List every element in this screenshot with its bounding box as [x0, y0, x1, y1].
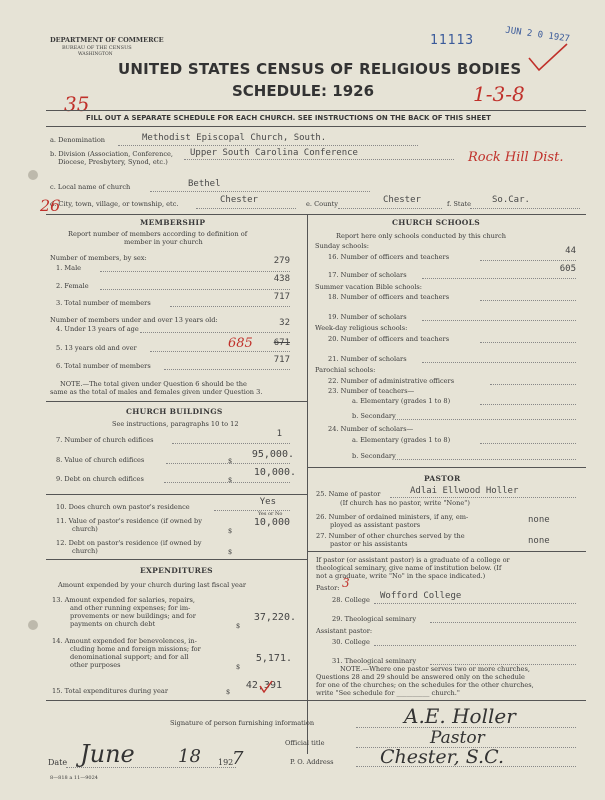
q5-label: 5. 13 years old and over [56, 344, 137, 352]
county-value: Chester [383, 195, 421, 205]
dept-line2: BUREAU OF THE CENSUS [62, 45, 132, 51]
instruction-line: FILL OUT A SEPARATE SCHEDULE FOR EACH CHURCH. SEE INSTRUCTIONS ON THE BACK OF THIS SHEET [86, 114, 491, 122]
margin-mark: 26 [40, 196, 61, 215]
pastor-note4: write "See schedule for __________ church." [316, 689, 460, 697]
q13-label-2: and other running expenses; for im- [70, 604, 191, 612]
city-value: Chester [220, 195, 258, 205]
po-address-label: P. O. Address [290, 758, 334, 766]
membership-note1: NOTE.—The total given under Question 6 should be the [60, 380, 247, 388]
schools-sub: Report here only schools conducted by this church [336, 232, 506, 240]
q13-label-3: provements or new buildings; and for [70, 612, 196, 620]
q24a-label: a. Elementary (grades 1 to 8) [352, 436, 451, 444]
q6-label: 6. Total number of members [56, 362, 151, 370]
q11-value: 10,000 [253, 517, 290, 528]
q7-label: 7. Number of church edifices [56, 436, 154, 444]
grad-note3: not a graduate, write "No" in the space indicated.) [316, 572, 486, 580]
state-label: f. State [447, 200, 472, 208]
q31-label: 31. Theological seminary [332, 657, 417, 665]
dept-line3: WASHINGTON [78, 52, 113, 57]
q15-label: 15. Total expenditures during year [52, 687, 168, 695]
division-value: Upper South Carolina Conference [190, 148, 358, 158]
local-name-value: Bethel [188, 179, 221, 189]
q11-label-2: church) [72, 525, 98, 533]
date-label: Date [48, 758, 68, 767]
q9-label: 9. Debt on church edifices [56, 475, 144, 483]
expenditures-title: EXPENDITURES [140, 566, 213, 575]
q24-label: 24. Number of scholars— [328, 425, 414, 433]
weekday-label: Week-day religious schools: [315, 324, 408, 332]
schools-title: CHURCH SCHOOLS [392, 218, 480, 227]
q3-value: 717 [273, 292, 290, 302]
local-name-label: c. Local name of church [50, 183, 131, 191]
check-mark-icon [525, 40, 570, 75]
q9-value: 10,000. [253, 467, 296, 478]
denomination-label: a. Denomination [50, 136, 106, 144]
q25-label: 25. Name of pastor [316, 490, 381, 498]
q2-label: 2. Female [56, 282, 89, 290]
handwritten-note-right: 1-3-8 [473, 82, 525, 106]
q21-label: 21. Number of scholars [328, 355, 407, 363]
signature-label: Signature of person furnishing information [170, 719, 315, 727]
punch-hole [28, 620, 38, 630]
membership-intro2: member in your church [124, 238, 203, 246]
q5-correction: 685 [228, 336, 253, 351]
date-day: 18 [178, 746, 201, 767]
q12-label-2: church) [72, 547, 98, 555]
grad-note2: theological seminary, give name of institution below. (If [316, 564, 502, 572]
received-date-stamp: JUN 2 0 1927 [504, 25, 571, 45]
q24b-label: b. Secondary [352, 452, 396, 460]
q10-hint: Yes or No [258, 511, 283, 517]
q27-label-1: 27. Number of other churches served by the [316, 532, 465, 540]
parochial-label: Parochial schools: [315, 366, 376, 374]
date-year-digit: 7 [232, 748, 244, 769]
q6-value: 717 [273, 355, 290, 365]
stamp-number: 11113 [430, 33, 475, 48]
division-label-2: Diocese, Presbytery, Synod, etc.) [58, 158, 168, 166]
q4-value: 32 [279, 318, 290, 328]
q28-mark: 3 [342, 576, 350, 590]
grad-note1: If pastor (or assistant pastor) is a graduate of a college or [316, 556, 510, 564]
q22-label: 22. Number of administrative officers [328, 377, 455, 385]
pastor-note1: NOTE.—Where one pastor serves two or more churches, [340, 665, 530, 673]
official-title-label: Official title [285, 739, 325, 747]
q10-value: Yes [259, 497, 276, 507]
q13-label-4: payments on church debt [70, 620, 156, 628]
q3-label: 3. Total number of members [56, 299, 151, 307]
membership-intro1: Report number of members according to definition of [68, 230, 248, 238]
q14-label-3: denominational support; and for all [70, 653, 189, 661]
q2-value: 438 [273, 274, 290, 284]
q26-label-1: 26. Number of ordained ministers, if any, em- [316, 513, 469, 521]
q18-label: 18. Number of officers and teachers [328, 293, 450, 301]
district-note: Rock Hill Dist. [468, 150, 564, 165]
pastor-label: Pastor: [316, 584, 340, 592]
q8-label: 8. Value of church edifices [56, 456, 145, 464]
q25-hint: (If church has no pastor, write "None") [340, 499, 470, 507]
q26-value: none [528, 515, 550, 525]
summer-label: Summer vacation Bible schools: [315, 283, 423, 291]
q14-label-1: 14. Amount expended for benevolences, in- [52, 637, 197, 645]
date-month: June [80, 740, 135, 768]
q17-value: 605 [559, 264, 576, 274]
punch-hole [28, 170, 38, 180]
q12-label: 12. Debt on pastor's residence (if owned by [56, 539, 202, 547]
q23b-label: b. Secondary [352, 412, 396, 420]
signature-value: A.E. Holler [404, 704, 516, 728]
q28-label: 28. College [332, 596, 370, 604]
q20-label: 20. Number of officers and teachers [328, 335, 450, 343]
q14-label-2: cluding home and foreign missions; for [70, 645, 201, 653]
q27-value: none [528, 536, 550, 546]
membership-title: MEMBERSHIP [140, 218, 206, 227]
handwritten-note-left: 35 [64, 92, 90, 116]
q13-label-1: 13. Amount expended for salaries, repairs, [52, 596, 195, 604]
dept-line1: DEPARTMENT OF COMMERCE [50, 36, 164, 44]
q8-value: 95,000. [251, 449, 294, 460]
state-value: So.Car. [492, 195, 530, 205]
q28-value: Wofford College [380, 591, 462, 601]
official-title-value: Pastor [430, 728, 485, 748]
q26-label-2: ployed as assistant pastors [330, 521, 421, 529]
q4-label: 4. Under 13 years of age [56, 325, 139, 333]
q19-label: 19. Number of scholars [328, 313, 407, 321]
q16-label: 16. Number of officers and teachers [328, 253, 450, 261]
schedule-title: SCHEDULE: 1926 [232, 82, 375, 100]
city-label: d. City, town, village, or township, etc. [50, 200, 179, 208]
q7-value: 1 [276, 429, 282, 439]
q25-value: Adlai Ellwood Holler [410, 486, 519, 496]
sunday-label: Sunday schools: [315, 242, 369, 250]
census-schedule-form: DEPARTMENT OF COMMERCE BUREAU OF THE CENSUS WASHINGTON 11113 JUN 2 0 1927 UNITED STATES CENSUS OF RELIGIOUS BODIES SCHEDULE: 1926 35 1-3-8 FILL OUT A SEPARATE SCHEDULE FOR EACH CHURCH. SEE INSTRUCTIONS ON THE BACK OF THIS SHEET a. Denomination Methodist Episcopal Church, South. b. Division (Association, Conference, Diocese, Presbytery, Synod, etc.) Upper South Carolina Conference Rock Hill Dist. c. Local name of church Bethel d. City, town, village, or township, etc. Chester e. County Chester f. State So.Car. 26 MEMBERSHIP Report number of members according to definition of member in your church Number of members, by sex: 1. Male 279 2. Female 438 3. Total number of members 717 Number of members under and over 13 years old: 4. Under 13 years of age 32 5. 13 years old and over 671 685 6. Total number of members 717 NOTE.—The total given under Question 6 should be the same as the total of males and females given under Question 3. CHURCH BUILDINGS See instructions, paragraphs 10 to 12 7. Number of church edifices 1 8. Value of church edifices $ 95,000. 9. Debt on church edifices $ 10,000. 10. Does church own pastor's residence Yes Yes or No 11. Value of pastor's residence (if owned by church) $ 10,000 12. Debt on pastor's residence (if owned by church) $ EXPENDITURES Amount expended by your church during last fiscal year 13. Amount expended for salaries, repairs, and other running expenses; for im- provements or new buildings; and for payments on church debt $ 37,220. 14. Amount expended for benevolences, in- cluding home and foreign missions; for denominational support; and for all other purposes $ 5,171. 15. Total expenditures during year $ 42,391 CHURCH SCHOOLS Report here only schools conducted by this church Sunday schools: 16. Number of officers and teachers 44 17. Number of scholars 605 Summer vacation Bible schools: 18. Number of officers and teachers 19. Number of scholars Week-day religious schools: 20. Number of officers and teachers 21. Number of scholars Parochial schools: 22. Number of administrative officers 23. Number of teachers— a. Elementary (grades 1 to 8) b. Secondary 24. Number of scholars— a. Elementary (grades 1 to 8) b. Secondary PASTOR 25. Name of pastor Adlai Ellwood Holler (If church has no pastor, write "None") 26. Number of ordained ministers, if any, em- ployed as assistant pastors none 27. Number of other churches served by the pastor or his assistants none If pastor (or assistant pastor) is a graduate of a college or theological seminary, give name of institution below. (If not a graduate, write "No" in the space indicated.) Pastor: 3 28. College Wofford College 29. Theological seminary Assistant pastor: 30. College 31. Theological seminary NOTE.—Where one pastor serves two or more churches, Questions 28 and 29 should be answered only on the schedule for one of the churches; on the schedules for the other churches, write "See schedule for __________ church." Signature of person furnishing information A.E. Holler Official title Pastor P. O. Address Chester, S.C. Date June 18 192 7 8—818 a 11—9024 [0, 0, 605, 800]
county-label: e. County [306, 200, 338, 208]
buildings-title: CHURCH BUILDINGS [126, 407, 223, 416]
buildings-sub: See instructions, paragraphs 10 to 12 [112, 420, 239, 428]
q10-label: 10. Does church own pastor's residence [56, 503, 190, 511]
q27-label-2: pastor or his assistants [330, 540, 408, 548]
assistant-label: Assistant pastor: [316, 627, 373, 635]
q14-label-4: other purposes [70, 661, 121, 669]
q17-label: 17. Number of scholars [328, 271, 407, 279]
q1-value: 279 [273, 256, 290, 266]
q13-value: 37,220. [253, 612, 296, 623]
check-mark-icon [258, 680, 274, 694]
division-label: b. Division (Association, Conference, [50, 150, 174, 158]
pastor-title: PASTOR [424, 474, 461, 483]
q11-label: 11. Value of pastor's residence (if owned by [56, 517, 202, 525]
q5-value: 671 [273, 338, 290, 348]
q29-label: 29. Theological seminary [332, 615, 417, 623]
denomination-value: Methodist Episcopal Church, South. [142, 133, 327, 143]
q23a-label: a. Elementary (grades 1 to 8) [352, 397, 451, 405]
expenditures-sub: Amount expended by your church during last fiscal year [58, 581, 247, 589]
date-year-prefix: 192 [218, 758, 234, 767]
members-by-sex-label: Number of members, by sex: [50, 254, 147, 262]
age-label: Number of members under and over 13 years old: [50, 316, 218, 324]
pastor-note3: for one of the churches; on the schedules for the other churches, [316, 681, 534, 689]
form-code: 8—818 a 11—9024 [50, 775, 98, 781]
po-address-value: Chester, S.C. [380, 746, 505, 768]
q1-label: 1. Male [56, 264, 82, 272]
q23-label: 23. Number of teachers— [328, 387, 415, 395]
membership-note2: same as the total of males and females given under Question 3. [50, 388, 263, 396]
q16-value: 44 [565, 246, 576, 256]
q14-value: 5,171. [255, 653, 292, 664]
pastor-note2: Questions 28 and 29 should be answered only on the schedule [316, 673, 525, 681]
q15-value: 42,391 [245, 680, 282, 691]
q30-label: 30. College [332, 638, 370, 646]
form-title: UNITED STATES CENSUS OF RELIGIOUS BODIES [118, 60, 522, 78]
